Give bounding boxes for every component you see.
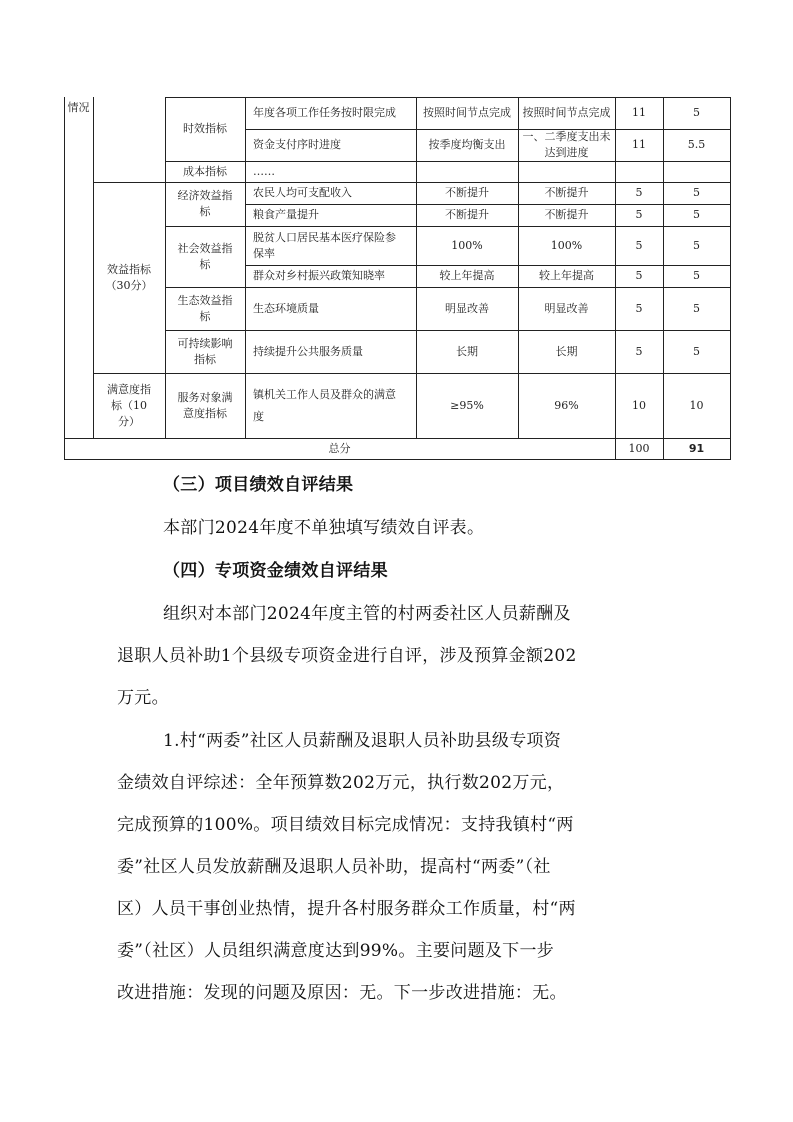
weight-cell: 5: [635, 269, 643, 282]
actual-cell: 明显改善: [544, 301, 589, 315]
paragraph-line: 改进措施：发现的问题及原因：无。下一步改进措施：无。: [117, 983, 567, 1003]
target-cell: 不断提升: [445, 186, 489, 199]
indicator-cell: 持续提升公共服务质量: [253, 344, 363, 358]
group-cost: 成本指标: [183, 164, 227, 178]
actual-cell: 较上年提高: [539, 269, 594, 282]
paragraph-line: 区）人员干事创业热情，提升各村服务群众工作质量，村“两: [117, 899, 576, 919]
total-score: 91: [688, 441, 705, 455]
weight-cell: 11: [632, 138, 646, 151]
indicator-cell: 资金支付序时进度: [253, 138, 341, 151]
paragraph-3: 本部门2024年度不单独填写绩效自评表。: [163, 518, 485, 538]
target-cell: 明显改善: [445, 301, 489, 315]
weight-cell: 5: [635, 238, 643, 252]
side-label: 情况: [67, 101, 90, 114]
target-cell: 不断提升: [445, 208, 489, 221]
target-cell: 按季度均衡支出: [428, 138, 506, 151]
target-cell: 长期: [456, 344, 478, 358]
paragraph-line: 万元。: [117, 688, 169, 708]
total-label: 总分: [328, 441, 351, 455]
indicator-cell: 农民人均可支配收入: [253, 186, 352, 199]
indicator-cell: 群众对乡村振兴政策知晓率: [253, 269, 385, 282]
category-benefit: 效益指标（30分）: [105, 262, 153, 292]
score-cell: 5: [693, 301, 700, 315]
weight-cell: 5: [635, 186, 643, 199]
group-ecological: 生态效益指标: [177, 293, 233, 323]
weight-cell: 5: [635, 301, 643, 315]
indicator-cell: ……: [253, 164, 275, 178]
group-satisfaction: 服务对象满意度指标: [177, 390, 233, 420]
paragraph-line: 1.村“两委”社区人员薪酬及退职人员补助县级专项资: [163, 731, 562, 751]
score-cell: 5: [693, 106, 700, 119]
target-cell: ≥95%: [450, 398, 484, 412]
score-cell: 5.5: [687, 138, 706, 151]
paragraph-line: 完成预算的100%。项目绩效目标完成情况：支持我镇村“两: [117, 815, 574, 835]
target-cell: 100%: [451, 238, 483, 252]
weight-cell: 10: [632, 398, 646, 412]
actual-cell: 一、二季度支出未达到进度: [522, 130, 611, 159]
weight-cell: 5: [635, 208, 643, 221]
indicator-cell: 粮食产量提升: [253, 208, 319, 221]
paragraph-line: 委”社区人员发放薪酬及退职人员补助，提高村“两委”（社: [117, 857, 551, 877]
paragraph-line: 退职人员补助1个县级专项资金进行自评，涉及预算金额202: [117, 646, 577, 666]
score-cell: 5: [693, 208, 700, 221]
actual-cell: 不断提升: [544, 186, 589, 199]
group-sustainable: 可持续影响指标: [177, 336, 233, 366]
score-cell: 5: [693, 186, 700, 199]
score-cell: 10: [689, 398, 704, 412]
actual-cell: 不断提升: [544, 208, 589, 221]
weight-cell: 11: [632, 106, 646, 119]
target-cell: 较上年提高: [439, 269, 495, 282]
group-social: 社会效益指标: [177, 241, 233, 271]
score-cell: 5: [693, 344, 700, 358]
indicator-cell: 脱贫人口居民基本医疗保险参保率: [253, 230, 396, 260]
actual-cell: 按照时间节点完成: [522, 106, 611, 119]
indicator-cell: 年度各项工作任务按时限完成: [253, 106, 396, 119]
group-timeliness: 时效指标: [183, 122, 227, 135]
group-economic: 经济效益指标: [177, 189, 233, 218]
paragraph-line: 组织对本部门2024年度主管的村两委社区人员薪酬及: [163, 604, 571, 624]
category-satisfaction: 满意度指标（10分）: [107, 382, 151, 428]
indicator-cell: 镇机关工作人员及群众的满意度: [253, 387, 396, 423]
actual-cell: 96%: [554, 398, 579, 412]
paragraph-line: 金绩效自评综述：全年预算数202万元，执行数202万元，: [117, 773, 565, 793]
weight-cell: 5: [635, 344, 643, 358]
section-heading-3: （三）项目绩效自评结果: [163, 475, 354, 495]
score-cell: 5: [693, 269, 700, 282]
paragraph-line: 委”（社区）人员组织满意度达到99%。主要问题及下一步: [117, 941, 555, 961]
actual-cell: 100%: [550, 238, 583, 252]
section-heading-4: （四）专项资金绩效自评结果: [163, 561, 388, 581]
target-cell: 按照时间节点完成: [423, 106, 511, 119]
actual-cell: 长期: [555, 344, 578, 358]
total-weight: 100: [628, 441, 650, 455]
score-cell: 5: [693, 238, 700, 252]
indicator-cell: 生态环境质量: [253, 301, 319, 315]
